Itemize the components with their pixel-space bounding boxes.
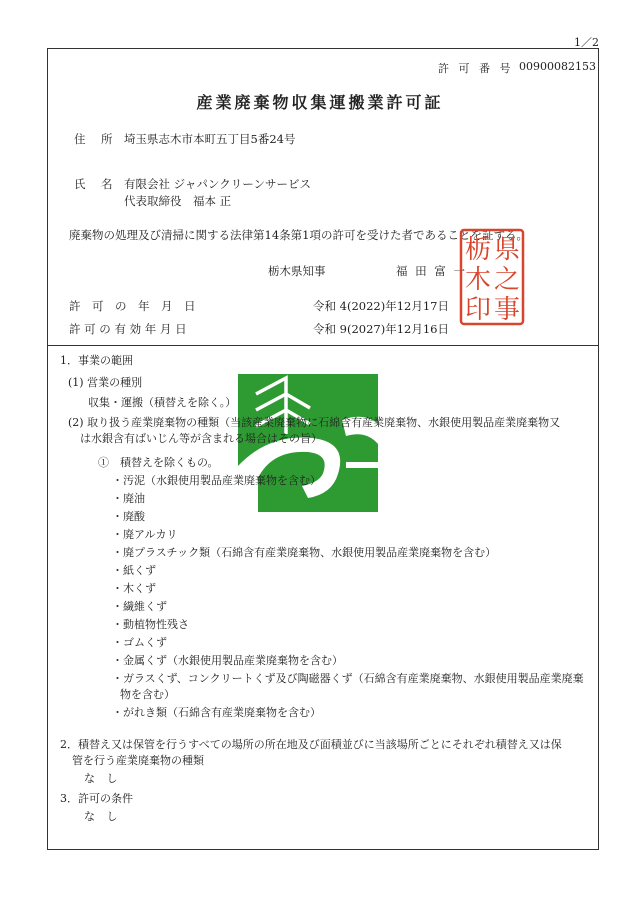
waste-types-heading-line2: は水銀含有ばいじん等が含まれる場合はその旨） bbox=[80, 432, 322, 445]
section3-value: な し bbox=[84, 810, 122, 823]
seal-char: 印 bbox=[464, 295, 492, 325]
list-item-glass-line1: ・ガラスくず、コンクリートくず及び陶磁器くず（石綿含有産業廃棄物、水銀使用製品産業廃棄 bbox=[112, 672, 584, 685]
list-item: ・金属くず（水銀使用製品産業廃棄物を含む） bbox=[112, 654, 343, 667]
page-number: 1／2 bbox=[574, 36, 599, 49]
seal-char: 之 bbox=[493, 265, 521, 295]
permit-date: 令和 4(2022)年12月17日 bbox=[313, 299, 449, 313]
business-type-value: 収集・運搬（積替えを除く。） bbox=[88, 396, 237, 409]
list-item: ・ゴムくず bbox=[112, 636, 167, 649]
list-item: ・廃酸 bbox=[112, 510, 145, 523]
permit-number-label: 許 可 番 号 bbox=[438, 62, 514, 75]
governor-seal bbox=[459, 228, 525, 326]
seal-char: 事 bbox=[493, 295, 521, 325]
page-title: 産業廃棄物収集運搬業許可証 bbox=[196, 93, 444, 112]
list-item: ・汚泥（水銀使用製品産業廃棄物を含む） bbox=[112, 474, 321, 487]
section-divider bbox=[47, 345, 599, 346]
list-item-glass-line2: 物を含む） bbox=[120, 688, 175, 701]
valid-date: 令和 9(2027)年12月16日 bbox=[313, 322, 449, 336]
list-item: ・繊維くず bbox=[112, 600, 167, 613]
list-item: ・木くず bbox=[112, 582, 156, 595]
list-item: ・がれき類（石綿含有産業廃棄物を含む） bbox=[112, 706, 321, 719]
circle-item: ① 積替えを除くもの。 bbox=[98, 456, 219, 469]
permit-date-label: 許 可 の 年 月 日 bbox=[69, 299, 196, 313]
issuer-name: 福 田 富 一 bbox=[396, 264, 467, 278]
list-item: ・紙くず bbox=[112, 564, 156, 577]
section1-heading: 1．事業の範囲 bbox=[60, 354, 133, 367]
name-label: 氏 名 bbox=[74, 177, 115, 191]
valid-date-label: 許 可 の 有 効 年 月 日 bbox=[69, 322, 187, 336]
section2-line2: 管を行う産業廃棄物の種類 bbox=[72, 754, 204, 767]
section2-line1: 2．積替え又は保管を行うすべての場所の所在地及び面積並びに当該場所ごとにそれぞれ積替え又は保 bbox=[60, 738, 562, 751]
address-value: 埼玉県志木市本町五丁目5番24号 bbox=[124, 132, 296, 146]
representative-name: 代表取締役 福本 正 bbox=[124, 194, 232, 208]
section2-value: な し bbox=[84, 772, 122, 785]
seal-char: 木 bbox=[464, 265, 492, 295]
list-item: ・廃油 bbox=[112, 492, 145, 505]
certify-text: 廃棄物の処理及び清掃に関する法律第14条第1項の許可を受けた者であることを証する。 bbox=[69, 228, 528, 242]
permit-number: 00900082153 bbox=[519, 60, 596, 73]
business-type-heading: (1) 営業の種別 bbox=[68, 376, 143, 389]
issuer-title: 栃木県知事 bbox=[268, 264, 326, 278]
list-item: ・廃アルカリ bbox=[112, 528, 178, 541]
seal-char: 栃 bbox=[464, 235, 492, 265]
waste-types-heading-line1: (2) 取り扱う産業廃棄物の種類（当該産業廃棄物に石綿含有産業廃棄物、水銀使用製品産業廃棄物又 bbox=[68, 416, 561, 429]
list-item: ・廃プラスチック類（石綿含有産業廃棄物、水銀使用製品産業廃棄物を含む） bbox=[112, 546, 497, 559]
address-label: 住 所 bbox=[74, 132, 115, 146]
list-item: ・動植物性残さ bbox=[112, 618, 189, 631]
seal-char: 県 bbox=[493, 235, 521, 265]
company-name: 有限会社 ジャパンクリーンサービス bbox=[124, 177, 311, 191]
section3-heading: 3．許可の条件 bbox=[60, 792, 133, 805]
